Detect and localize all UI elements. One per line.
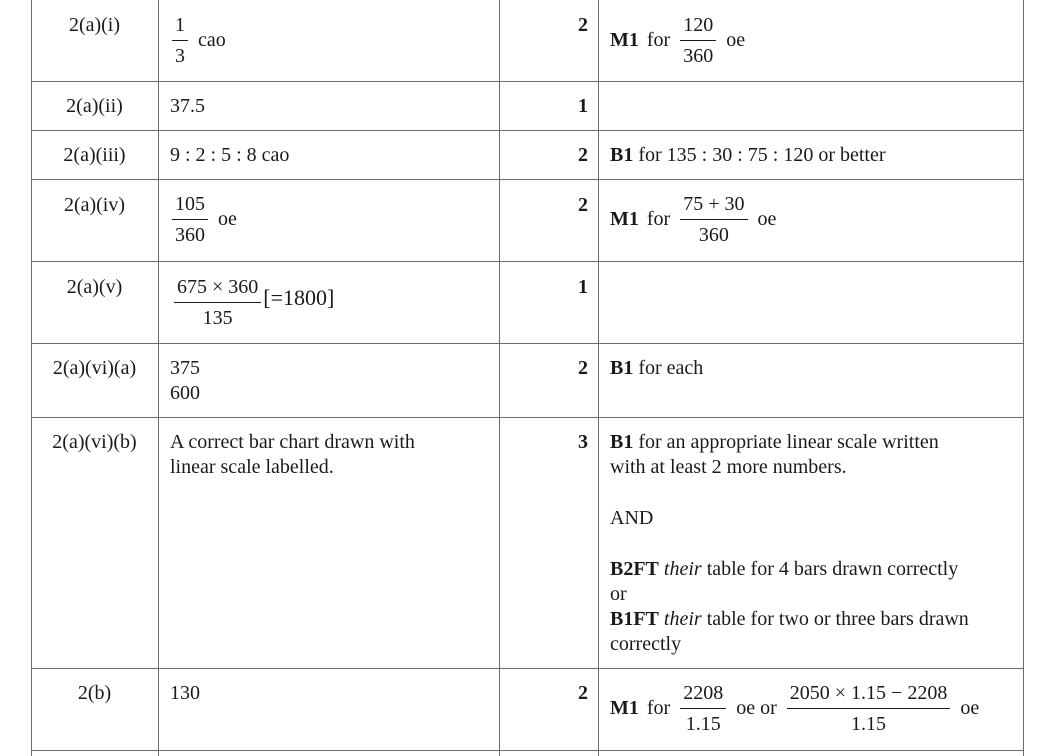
marks-value: 1 (578, 276, 588, 298)
mark-code: M1 (610, 29, 639, 51)
guidance-text: table for 4 bars drawn correctly (706, 558, 959, 580)
guidance-line: AND (610, 507, 654, 529)
answer-cell: 130 (170, 682, 200, 704)
answer-suffix: [=1800] (263, 284, 335, 310)
question-number: 2(b) (77, 682, 112, 704)
fraction-denominator: 135 (202, 307, 233, 329)
guidance-emphasis: their (663, 558, 702, 580)
fraction-numerator: 1 (172, 14, 188, 41)
fraction-numerator: 675 × 360 (174, 276, 261, 303)
guidance-cell (610, 193, 776, 246)
guidance-suffix: oe (960, 697, 980, 719)
answer-fraction (172, 14, 188, 67)
answer-cell: 37.5 (170, 95, 205, 117)
fraction-denominator: 360 (683, 45, 714, 67)
guidance-suffix: oe (726, 29, 746, 51)
fraction-numerator: 2050 × 1.15 − 2208 (787, 682, 951, 709)
marks-value: 2 (578, 682, 588, 704)
mark-code: B1 (610, 357, 634, 379)
fraction-numerator: 75 + 30 (680, 193, 747, 220)
answer-suffix: oe (218, 208, 237, 230)
question-number: 2(a)(v) (66, 276, 123, 298)
fraction-numerator: 2208 (680, 682, 726, 709)
answer-fraction (174, 276, 261, 329)
guidance-line (610, 557, 958, 582)
question-number: 2(a)(iii) (63, 144, 126, 166)
question-number: 2(a)(vi)(b) (52, 431, 137, 453)
guidance-fraction (680, 14, 716, 67)
fraction-denominator: 1.15 (685, 713, 721, 735)
row-divider (31, 261, 1024, 262)
mark-code: B2FT (610, 558, 659, 580)
guidance-text: for (646, 208, 671, 230)
mark-code: B1 (610, 144, 634, 166)
guidance-cell (610, 356, 703, 381)
row-divider (31, 343, 1024, 344)
guidance-text: table for two or three bars drawn (706, 608, 969, 630)
fraction-denominator: 360 (698, 224, 729, 246)
mark-code: B1 (610, 431, 634, 453)
guidance-suffix: oe (757, 208, 777, 230)
guidance-text: for each (638, 357, 704, 379)
row-divider (31, 81, 1024, 82)
marks-value: 1 (578, 95, 588, 117)
row-divider (31, 417, 1024, 418)
guidance-text: oe or (736, 697, 777, 719)
mark-code: B1FT (610, 608, 659, 630)
guidance-text: for (646, 29, 671, 51)
marks-value: 2 (578, 194, 588, 216)
table-border-right (1023, 0, 1024, 756)
guidance-emphasis: their (663, 608, 702, 630)
answer-cell (170, 193, 237, 246)
answer-line: A correct bar chart drawn with (170, 431, 415, 453)
guidance-line: correctly (610, 633, 682, 655)
answer-cell (170, 14, 226, 67)
guidance-fraction (680, 682, 726, 735)
guidance-fraction (680, 193, 747, 246)
answer-line: 600 (170, 382, 200, 404)
column-divider-question (158, 0, 159, 756)
guidance-text: for 135 : 30 : 75 : 120 or better (638, 144, 886, 166)
answer-suffix: cao (198, 29, 226, 51)
guidance-text: for (646, 697, 671, 719)
row-divider (31, 130, 1024, 131)
guidance-line (610, 607, 969, 632)
guidance-text: for an appropriate linear scale written (638, 431, 939, 453)
fraction-denominator: 1.15 (851, 713, 887, 735)
answer-line: 375 (170, 357, 200, 379)
guidance-line: or (610, 583, 627, 605)
answer-cell: 9 : 2 : 5 : 8 cao (170, 144, 290, 166)
fraction-numerator: 105 (172, 193, 208, 220)
marks-value: 2 (578, 144, 588, 166)
row-divider (31, 668, 1024, 669)
mark-code: M1 (610, 208, 639, 230)
answer-cell (172, 276, 334, 329)
question-number: 2(a)(iv) (63, 194, 126, 216)
fraction-denominator: 3 (175, 45, 185, 67)
question-number: 2(a)(vi)(a) (52, 357, 137, 379)
question-number: 2(a)(i) (68, 14, 121, 36)
guidance-cell (610, 143, 886, 168)
guidance-line (610, 430, 939, 455)
marks-value: 2 (578, 14, 588, 36)
column-divider-marks (598, 0, 599, 756)
mark-code: M1 (610, 697, 639, 719)
guidance-cell (610, 14, 745, 67)
answer-line: linear scale labelled. (170, 456, 334, 478)
row-divider (31, 179, 1024, 180)
row-divider (31, 750, 1024, 751)
answer-fraction (172, 193, 208, 246)
question-number: 2(a)(ii) (66, 95, 123, 117)
guidance-cell (610, 682, 979, 735)
fraction-numerator: 120 (680, 14, 716, 41)
marks-value: 3 (578, 431, 588, 453)
guidance-line: with at least 2 more numbers. (610, 456, 847, 478)
fraction-denominator: 360 (175, 224, 205, 246)
marks-value: 2 (578, 357, 588, 379)
guidance-fraction (787, 682, 951, 735)
